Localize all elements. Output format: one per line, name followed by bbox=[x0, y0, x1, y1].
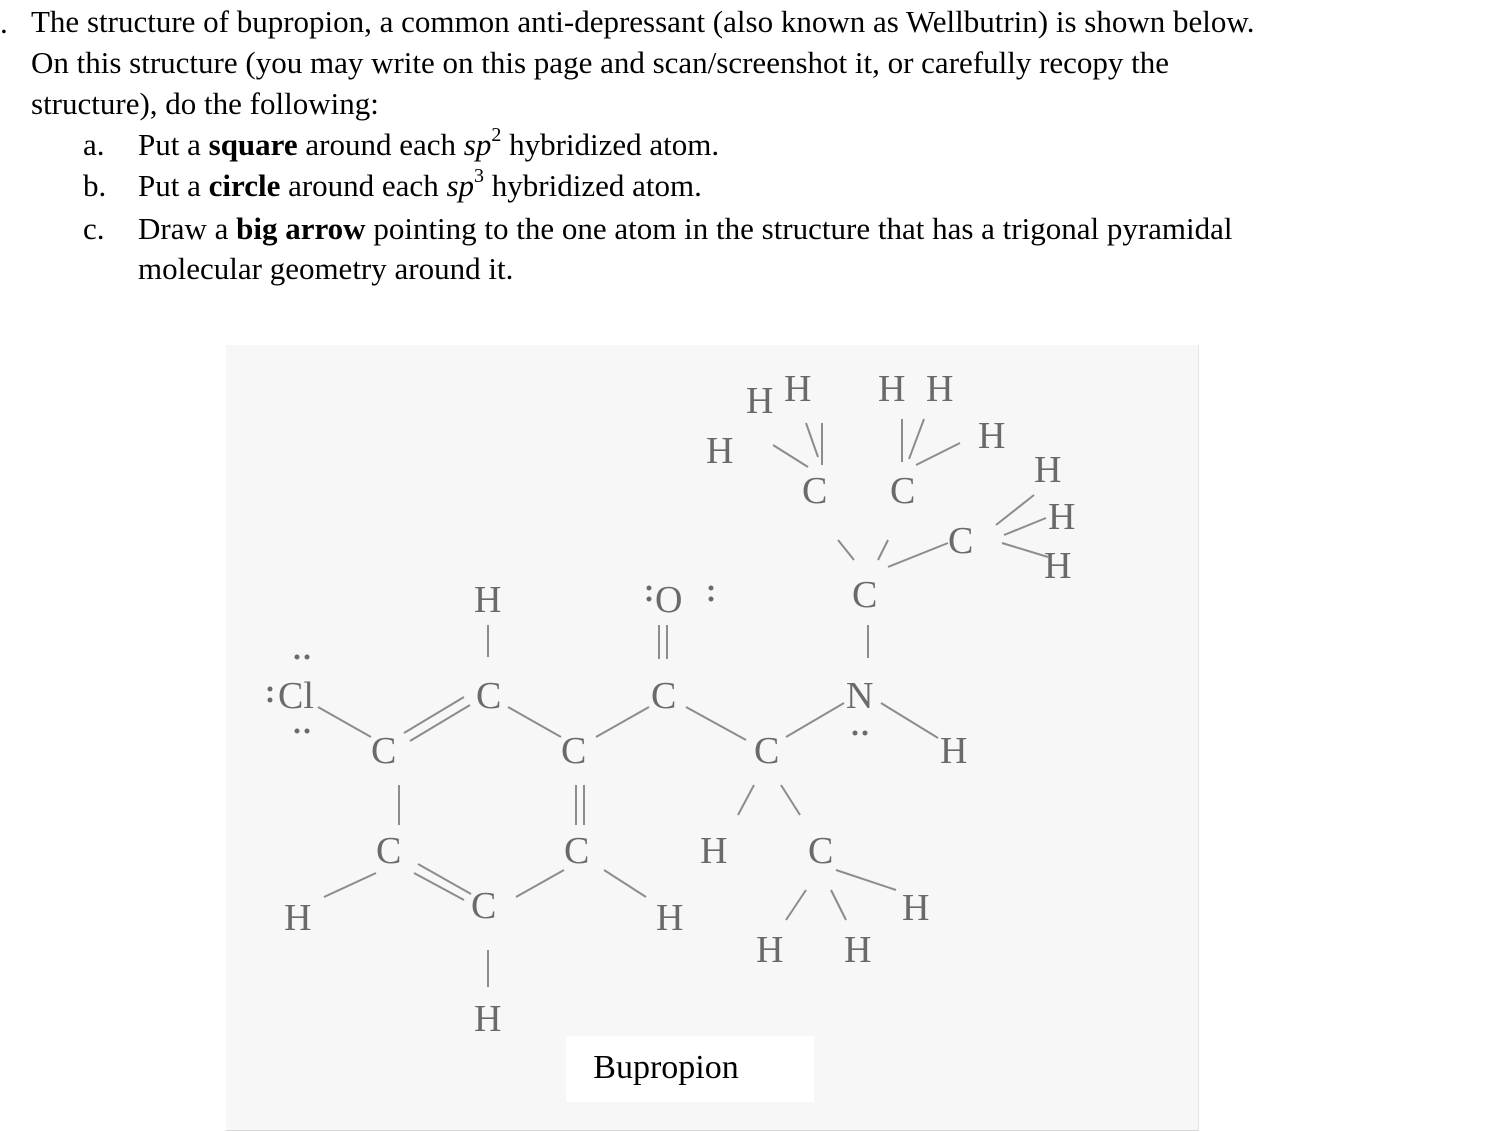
atom-nitrogen: N bbox=[846, 675, 874, 717]
bond-ring-c-carbonyl bbox=[596, 707, 649, 737]
atom-chlorine: Cl bbox=[278, 675, 314, 717]
atom-c-1: C bbox=[371, 730, 397, 772]
bond-c-h-bottom-right bbox=[604, 870, 646, 897]
atom-h-1: H bbox=[474, 579, 502, 621]
atom-h-m3a: H bbox=[1034, 449, 1062, 491]
task-text-b: Put a circle around each $sp^3$ hybridized atom. bbox=[138, 164, 702, 203]
atom-h-ring-bottom: H bbox=[474, 998, 502, 1040]
atom-c-5: C bbox=[564, 830, 590, 872]
bupropion-structure bbox=[226, 345, 1198, 1130]
atom-h-m2c: H bbox=[978, 415, 1006, 457]
atom-c-methyl-2: C bbox=[890, 470, 916, 512]
bond-methyl-h-mid bbox=[831, 890, 846, 920]
bond-n-h bbox=[881, 703, 938, 738]
atom-h-m2a: H bbox=[878, 368, 906, 410]
atom-c-quaternary: C bbox=[852, 574, 878, 616]
bond-cl-c bbox=[318, 707, 371, 737]
atom-h-m2b: H bbox=[926, 368, 954, 410]
atom-h-alpha: H bbox=[700, 830, 728, 872]
atom-h-m1b: H bbox=[784, 368, 812, 410]
figure-caption: Bupropion bbox=[593, 1049, 739, 1086]
bond-ring-1 bbox=[508, 707, 561, 737]
bond-alpha-methyl bbox=[781, 785, 800, 815]
atom-c-methyl-1: C bbox=[802, 470, 828, 512]
bond-c-methyl1 bbox=[838, 540, 854, 560]
atom-h-alpha-methyl-left: H bbox=[756, 929, 784, 971]
question-line-2: On this structure (you may write on this page and scan/screenshot it, or carefully recopy the bbox=[31, 45, 1170, 80]
task-item-c bbox=[83, 209, 1483, 289]
bond-h-c-left bbox=[324, 873, 376, 897]
task-text-c-continued: molecular geometry around it. bbox=[138, 251, 514, 286]
atom-c-3: C bbox=[561, 730, 587, 772]
atom-c-4: C bbox=[376, 830, 402, 872]
atom-c-alpha: C bbox=[754, 730, 780, 772]
atom-h-m1c: H bbox=[706, 430, 734, 472]
bond-methyl-h-left bbox=[786, 890, 806, 920]
lone-pairs bbox=[268, 586, 868, 736]
bond-m1-h1 bbox=[773, 445, 808, 467]
bond-alpha-h bbox=[738, 785, 754, 815]
question-line-3: structure), do the following: bbox=[31, 86, 379, 121]
atom-c-2: C bbox=[476, 675, 502, 717]
bond-c-methyl3 bbox=[888, 543, 948, 567]
question-line-1: The structure of bupropion, a common anti-depressant (also known as Wellbutrin) is shown below. bbox=[31, 4, 1255, 39]
task-text-a: Put a square around each $sp^2$ hybridized atom. bbox=[138, 123, 720, 162]
atom-c-6: C bbox=[471, 885, 497, 927]
bond-methyl-h-right bbox=[836, 870, 896, 890]
atoms bbox=[278, 368, 1075, 1040]
atom-oxygen: O bbox=[655, 579, 683, 621]
bond-alpha-n bbox=[786, 703, 844, 737]
structure-figure-panel bbox=[226, 345, 1199, 1131]
bond-m2-h2 bbox=[909, 419, 924, 459]
bond-m3-h1 bbox=[996, 495, 1034, 525]
bond-c-methyl2 bbox=[878, 540, 888, 560]
task-text-c: Draw a big arrow pointing to the one atom in the structure that has a trigonal pyramidal bbox=[138, 211, 1233, 246]
atom-h-n: H bbox=[940, 730, 968, 772]
bond-m3-h2 bbox=[1004, 518, 1046, 535]
task-item-b bbox=[83, 166, 1283, 206]
task-label-b: b. bbox=[83, 168, 107, 203]
caption-box bbox=[566, 1036, 814, 1102]
atom-h-ring-right: H bbox=[656, 897, 684, 939]
atom-h-m3c: H bbox=[1044, 545, 1072, 587]
emphasis-circle: circle bbox=[208, 168, 281, 203]
atom-c-carbonyl: C bbox=[651, 675, 677, 717]
task-label-a: a. bbox=[83, 127, 105, 162]
bond-carbonyl-alpha bbox=[686, 707, 746, 740]
bond-ring-bottom bbox=[516, 870, 564, 897]
emphasis-big-arrow: big arrow bbox=[236, 211, 366, 246]
atom-h-ring-left: H bbox=[284, 897, 312, 939]
atom-c-methyl-3: C bbox=[948, 520, 974, 562]
bond-m2-h3 bbox=[916, 443, 960, 465]
emphasis-square: square bbox=[208, 127, 298, 162]
atom-h-alpha-methyl-mid: H bbox=[844, 929, 872, 971]
task-item-a bbox=[83, 125, 1283, 165]
atom-c-alpha-methyl: C bbox=[808, 830, 834, 872]
atom-h-alpha-methyl-right: H bbox=[902, 887, 930, 929]
atom-h-m1a: H bbox=[746, 380, 774, 422]
atom-h-m3b: H bbox=[1048, 496, 1076, 538]
question-number-mark: . bbox=[0, 5, 8, 40]
task-label-c: c. bbox=[83, 211, 105, 246]
bond-m1-h3 bbox=[806, 423, 818, 457]
bond-m3-h3 bbox=[1002, 543, 1048, 557]
